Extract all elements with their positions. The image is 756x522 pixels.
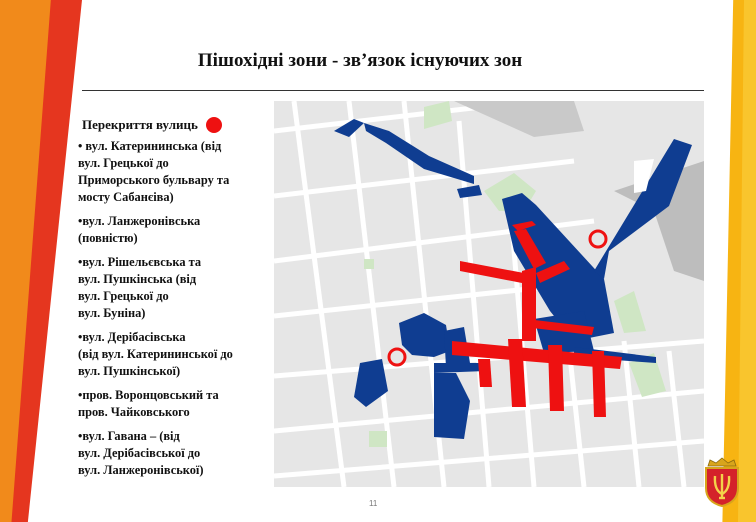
list-item: •вул. Ланжеронівська (повністю) [78, 214, 201, 245]
park-area [614, 291, 646, 333]
map-drawing [274, 101, 704, 487]
port-area [454, 101, 584, 137]
legend-closures [82, 117, 222, 133]
park-area [364, 259, 374, 269]
street-grid [274, 101, 704, 487]
right-decor-band [696, 0, 756, 522]
list-item: •пров. Воронцовський та пров. Чайковського [78, 388, 219, 419]
closure-marker-icon [389, 349, 405, 365]
list-item: •вул. Рішельєвська та вул. Пушкінська (від вул. Грецької до вул. Буніна) [78, 255, 202, 320]
list-item: •вул. Дерібасівська (від вул. Катерининської до вул. Пушкінської) [78, 330, 233, 378]
odesa-coat-of-arms-icon [700, 456, 744, 508]
slide-title: Пішохідні зони - зв’язок існуючих зон [197, 50, 523, 71]
closure-marker-icon [206, 117, 222, 133]
list-item: • вул. Катерининська (від вул. Грецької до Приморського бульвару та мосту Сабанєіва) [78, 139, 230, 204]
legend-label: Перекриття вулиць [82, 117, 198, 132]
park-area [424, 101, 452, 129]
left-decor-band [0, 0, 82, 522]
pedestrian-zones-map [274, 101, 704, 487]
title-divider [82, 90, 704, 91]
list-item: •вул. Гавана – (від вул. Дерібасівської до вул. Ланжеронівської) [78, 429, 204, 477]
closure-list [78, 138, 274, 486]
park-area [369, 431, 387, 447]
emblem-drawing [700, 456, 744, 508]
closure-marker-icon [590, 231, 606, 247]
page-number: 11 [369, 499, 378, 508]
